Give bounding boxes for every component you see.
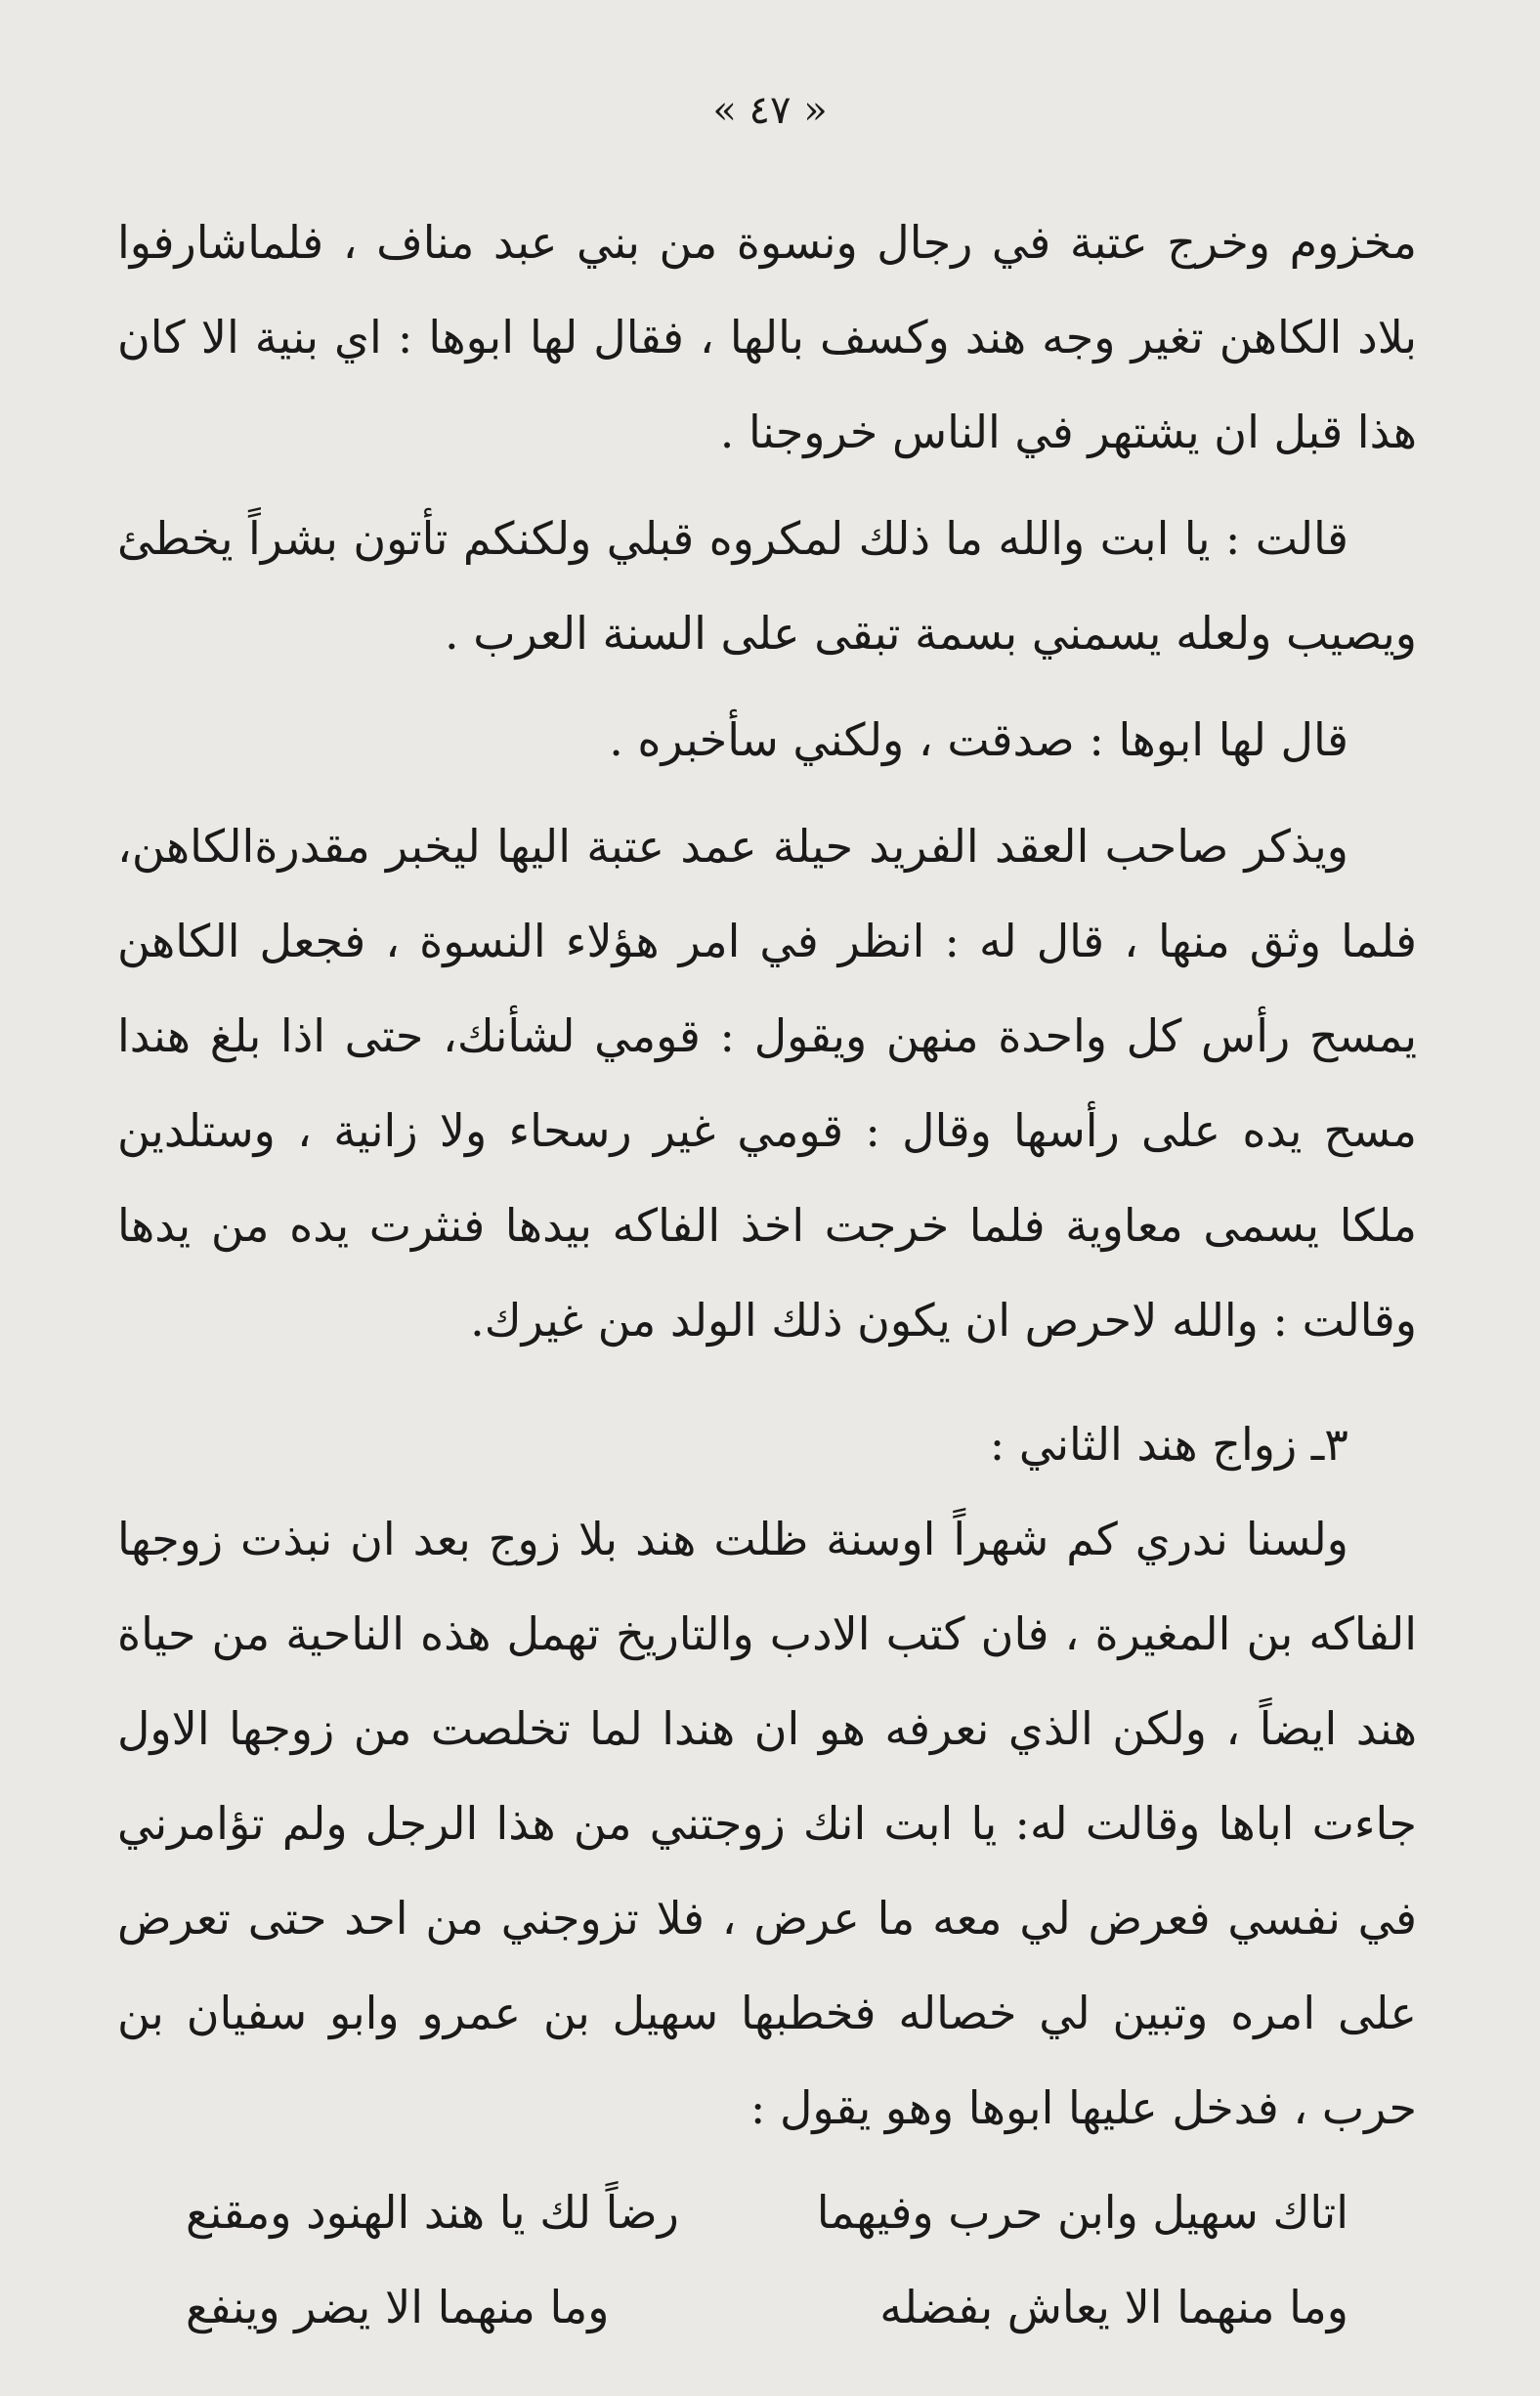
verse-line-2 — [186, 2260, 1348, 2355]
verse-1-first-hemistich: اتاك سهيل وابن حرب وفيهما — [816, 2186, 1348, 2239]
verse-line-1 — [186, 2165, 1348, 2260]
section-heading: ٣ـ زواج هند الثاني : — [989, 1418, 1348, 1471]
poem-verses — [117, 2165, 1417, 2355]
paragraph-2: قالت : يا ابت والله ما ذلك لمكروه قبلي ولكنكم تأتون بشراً يخطئ ويصيب ولعله يسمني بسمة تبقى على السنة العرب . — [117, 512, 1417, 660]
paragraph-4: ويذكر صاحب العقد الفريد حيلة عمد عتبة اليها ليخبر مقدرةالكاهن، فلما وثق منها ، قال له : انظر في امر هؤلاء النسوة ، فجعل الكاهن يمسح رأس كل واحدة منهن ويقول : قومي لشأنك، حتى اذا بلغ هندا مسح يده على رأسها وقال : قومي غير رسحاء ولا زانية ، وستلدين ملكا يسمى معاوية فلما خرجت اخذ الفاكه بيدها فنثرت يده من يدها وقالت : والله لاحرص ان يكون ذلك الولد من غيرك. — [117, 820, 1417, 1347]
paragraph-1: مخزوم وخرج عتبة في رجال ونسوة من بني عبد مناف ، فلماشارفوا بلاد الكاهن تغير وجه هند وكسف بالها ، فقال لها ابوها : اي بنية الا كان هذا قبل ان يشتهر في الناس خروجنا . — [117, 216, 1417, 458]
body-text — [117, 195, 1417, 2355]
verse-2-second-hemistich: وما منهما الا يضر وينفع — [186, 2281, 610, 2333]
page-number: « ٤٧ » — [712, 88, 828, 133]
paragraph-3: قال لها ابوها : صدقت ، ولكني سأخبره . — [609, 713, 1348, 766]
verse-1-second-hemistich: رضاً لك يا هند الهنود ومقنع — [186, 2186, 679, 2239]
verse-2-first-hemistich: وما منهما الا يعاش بفضله — [879, 2281, 1348, 2333]
section-paragraph: ولسنا ندري كم شهراً اوسنة ظلت هند بلا زوج بعد ان نبذت زوجها الفاكه بن المغيرة ، فان كتب الادب والتاريخ تهمل هذه الناحية من حياة هند ايضاً ، ولكن الذي نعرفه هو ان هندا لما تخلصت من زوجها الاول جاءت اباها وقالت له: يا ابت انك زوجتني من هذا الرجل ولم تؤامرني في نفسي فعرض لي معه ما عرض ، فلا تزوجني من احد حتى تعرض على امره وتبين لي خصاله فخطبها سهيل بن عمرو وابو سفيان بن حرب ، فدخل عليها ابوها وهو يقول : — [117, 1513, 1417, 2134]
